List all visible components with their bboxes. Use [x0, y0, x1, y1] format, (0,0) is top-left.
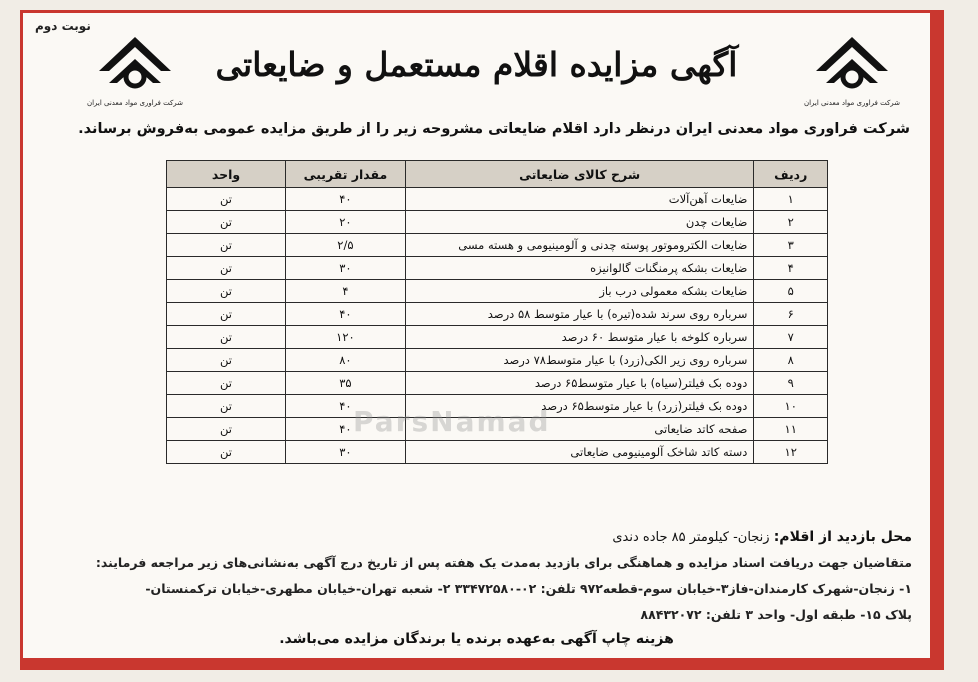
cell-unit: تن	[167, 349, 286, 372]
cell-description: ضایعات بشکه معمولی درب باز	[405, 280, 754, 303]
cell-unit: تن	[167, 188, 286, 211]
cell-row-number: ۸	[754, 349, 828, 372]
cell-row-number: ۴	[754, 257, 828, 280]
table-row	[167, 303, 828, 326]
table-row	[167, 349, 828, 372]
cell-row-number: ۱۰	[754, 395, 828, 418]
ad-frame	[20, 10, 944, 670]
cell-description: ضایعات آهن‌آلات	[405, 188, 754, 211]
cell-description: سرباره کلوخه با عیار متوسط ۶۰ درصد	[405, 326, 754, 349]
header-description: شرح کالای ضایعاتی	[405, 161, 754, 188]
cell-row-number: ۲	[754, 211, 828, 234]
table-header-row	[167, 161, 828, 188]
cell-quantity: ۳۰	[286, 257, 406, 280]
ad-title: آگهی مزایده اقلام مستعمل و ضایعاتی	[215, 45, 738, 84]
cell-description: دسته کاتد شاخک آلومینیومی ضایعاتی	[405, 441, 754, 464]
watermark: ParsNamad	[353, 405, 551, 438]
table-row	[167, 372, 828, 395]
table-row	[167, 257, 828, 280]
cell-unit: تن	[167, 234, 286, 257]
cell-quantity: ۴	[286, 280, 406, 303]
visit-location	[612, 529, 912, 545]
cell-quantity: ۳۵	[286, 372, 406, 395]
company-logo-text: شرکت فراوری مواد معدنی ایران	[803, 99, 901, 107]
cell-description: ضایعات بشکه پرمنگنات گالوانیزه	[405, 257, 754, 280]
cell-quantity: ۱۲۰	[286, 326, 406, 349]
cell-description: دوده بک فیلتر(زرد) با عیار متوسط۶۵ درصد	[405, 395, 754, 418]
cell-quantity: ۴۰	[286, 188, 406, 211]
cell-row-number: ۳	[754, 234, 828, 257]
cell-description: سرباره روی سرند شده(تیره) با عیار متوسط ۵۸ درصد	[405, 303, 754, 326]
cell-quantity: ۴۰	[286, 303, 406, 326]
company-logo-text: شرکت فراوری مواد معدنی ایران	[86, 99, 184, 107]
visit-label: محل بازدید از اقلام:	[773, 529, 912, 545]
cell-row-number: ۱	[754, 188, 828, 211]
table-row	[167, 441, 828, 464]
header-unit: واحد	[167, 161, 286, 188]
table-row	[167, 211, 828, 234]
cell-unit: تن	[167, 211, 286, 234]
cell-description: ضایعات الکتروموتور پوسته چدنی و آلومینیومی و هسته مسی	[405, 234, 754, 257]
cell-unit: تن	[167, 395, 286, 418]
cell-unit: تن	[167, 257, 286, 280]
table-row	[167, 326, 828, 349]
table-row	[167, 188, 828, 211]
cell-row-number: ۷	[754, 326, 828, 349]
cell-description: صفحه کاتد ضایعاتی	[405, 418, 754, 441]
cell-unit: تن	[167, 372, 286, 395]
cell-row-number: ۱۲	[754, 441, 828, 464]
round-label: نوبت دوم	[35, 19, 91, 33]
cell-quantity: ۲۰	[286, 211, 406, 234]
applicants-instructions: متقاضیان جهت دریافت اسناد مزایده و هماهنگی برای بازدید به‌مدت یک هفته پس از تاریخ درج آگهی به‌نشانی‌های زیر مراجعه فرمایند:	[95, 555, 912, 570]
cell-quantity: ۸۰	[286, 349, 406, 372]
table-row	[167, 234, 828, 257]
cell-description: ضایعات چدن	[405, 211, 754, 234]
address-line-2: پلاک ۱۵- طبقه اول- واحد ۳ تلفن: ۸۸۴۳۲۰۷۲	[640, 607, 912, 622]
cell-row-number: ۹	[754, 372, 828, 395]
cell-unit: تن	[167, 441, 286, 464]
cell-description: سرباره روی زیر الکی(زرد) با عیار متوسط۷۸ درصد	[405, 349, 754, 372]
cell-description: دوده بک فیلتر(سیاه) با عیار متوسط۶۵ درصد	[405, 372, 754, 395]
intro-text: شرکت فراوری مواد معدنی ایران درنظر دارد اقلام ضایعاتی مشروحه زیر را از طریق مزایده عمومی به‌فروش برساند.	[78, 121, 910, 137]
cell-row-number: ۱۱	[754, 418, 828, 441]
cell-row-number: ۶	[754, 303, 828, 326]
cell-unit: تن	[167, 280, 286, 303]
header-row-number: ردیف	[754, 161, 828, 188]
cell-quantity: ۴۰	[286, 418, 406, 441]
table-row	[167, 280, 828, 303]
cell-quantity: ۲/۵	[286, 234, 406, 257]
address-line: ۱- زنجان-شهرک کارمندان-فاز۳-خیابان سوم-قطعه۹۷۲ تلفن: ۰۲-۳۳۴۷۲۵۸۰ ۲- شعبه تهران-خیابان مطهری-خیابان ترکمنستان-	[145, 581, 912, 596]
cell-unit: تن	[167, 418, 286, 441]
header-quantity: مقدار تقریبی	[286, 161, 406, 188]
cell-quantity: ۳۰	[286, 441, 406, 464]
cell-unit: تن	[167, 326, 286, 349]
footer-note: هزینه چاپ آگهی به‌عهده برنده یا برندگان مزایده می‌باشد.	[279, 631, 674, 647]
cell-unit: تن	[167, 303, 286, 326]
visit-value: زنجان- کیلومتر ۸۵ جاده دندی	[612, 530, 774, 545]
cell-quantity: ۴۰	[286, 395, 406, 418]
cell-row-number: ۵	[754, 280, 828, 303]
